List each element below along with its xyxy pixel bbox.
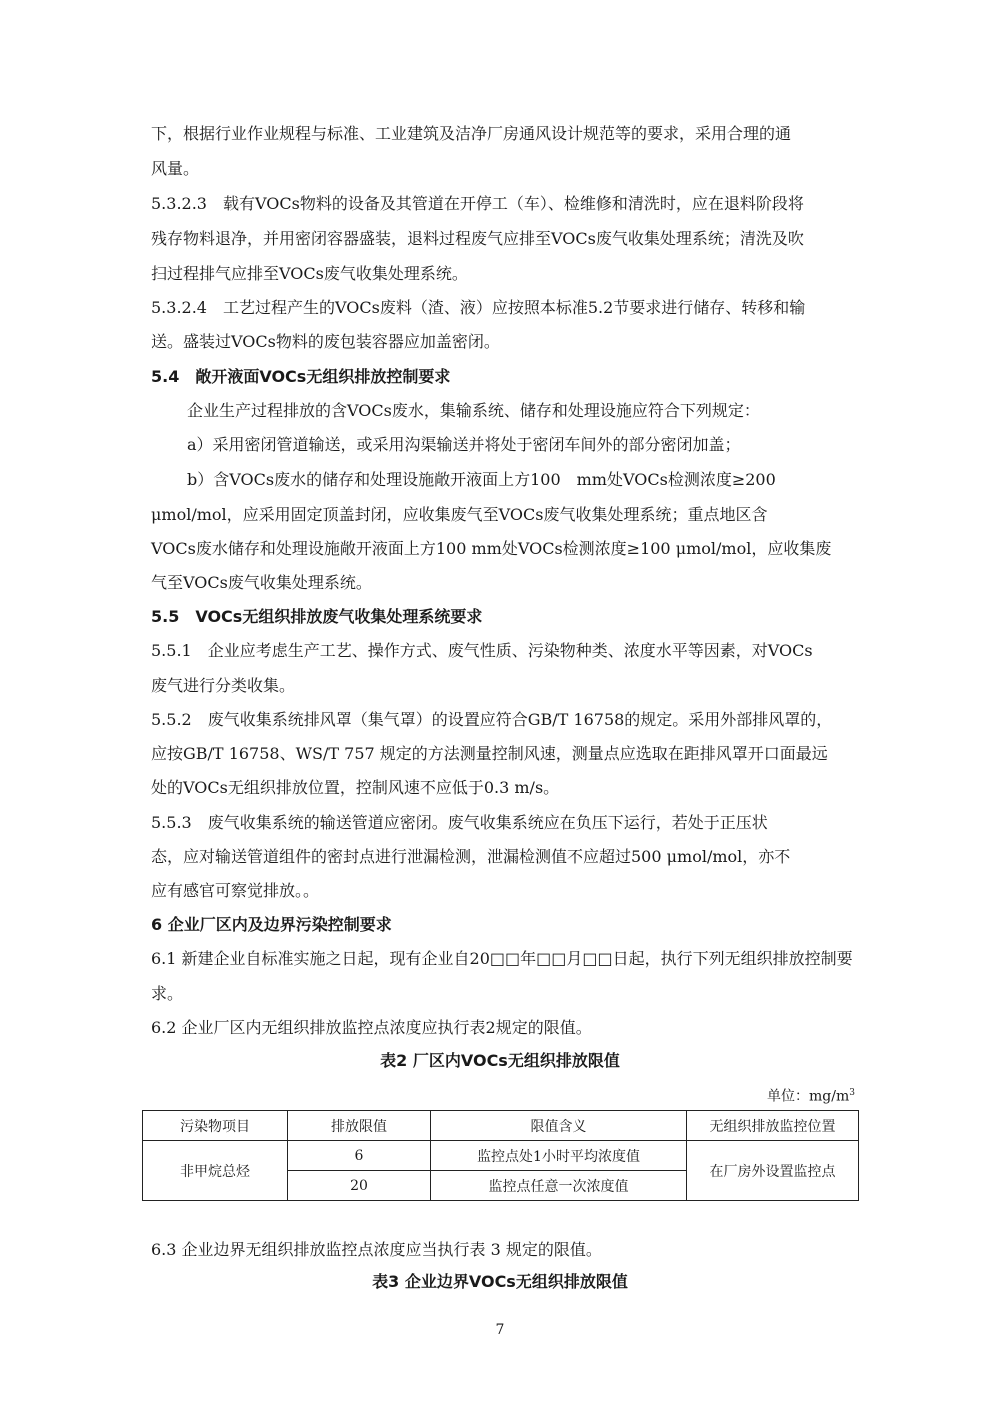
body-text-line: 下，根据行业作业规程与标准、工业建筑及洁净厂房通风设计规范等的要求，采用合理的通 — [151, 124, 792, 143]
header-cell: 限值含义 — [431, 1111, 687, 1141]
body-text-line: b）含VOCs废水的储存和处理设施敞开液面上方100 mm处VOCs检测浓度≥200 — [187, 470, 776, 489]
unit-superscript: 3 — [849, 1088, 855, 1098]
table-row — [143, 1141, 859, 1171]
limit-cell: 6 — [288, 1141, 431, 1171]
body-text-line: 送。盛装过VOCs物料的废包装容器应加盖密闭。 — [151, 332, 500, 351]
meaning-cell: 监控点任意一次浓度值 — [431, 1171, 687, 1201]
body-text-line: a）采用密闭管道输送，或采用沟渠输送并将处于密闭车间外的部分密闭加盖； — [187, 435, 741, 454]
body-text-line: 企业生产过程排放的含VOCs废水，集输系统、储存和处理设施应符合下列规定： — [187, 401, 760, 420]
section-heading-6: 6 企业厂区内及边界污染控制要求 — [151, 915, 392, 934]
header-cell: 污染物项目 — [143, 1111, 288, 1141]
body-text-line: 气至VOCs废气收集处理系统。 — [151, 573, 372, 592]
body-text-line: 6.3 企业边界无组织排放监控点浓度应当执行表 3 规定的限值。 — [151, 1240, 602, 1259]
table-header-row — [143, 1111, 859, 1141]
table2-unit — [767, 1084, 855, 1106]
body-text-line: 扫过程排气应排至VOCs废气收集处理系统。 — [151, 264, 468, 283]
section-heading-5-5: 5.5 VOCs无组织排放废气收集处理系统要求 — [151, 607, 483, 626]
body-text-line: 5.5.3 废气收集系统的输送管道应密闭。废气收集系统应在负压下运行，若处于正压状 — [151, 813, 768, 832]
body-text-line: 5.3.2.4 工艺过程产生的VOCs废料（渣、液）应按照本标准5.2节要求进行储存、转移和输 — [151, 298, 806, 317]
body-text-line: 残存物料退净，并用密闭容器盛装，退料过程废气应排至VOCs废气收集处理系统；清洗及吹 — [151, 229, 804, 248]
page-number: 7 — [495, 1322, 505, 1338]
unit-text: 单位：mg/m — [767, 1088, 850, 1105]
body-text-line: VOCs废水储存和处理设施敞开液面上方100 mm处VOCs检测浓度≥100 μmol/mol，应收集废 — [151, 539, 832, 558]
body-text-line: 态，应对输送管道组件的密封点进行泄漏检测，泄漏检测值不应超过500 μmol/mol，亦不 — [151, 847, 791, 866]
header-cell: 排放限值 — [288, 1111, 431, 1141]
section-heading-5-4: 5.4 敞开液面VOCs无组织排放控制要求 — [151, 367, 451, 386]
body-text-line: 6.1 新建企业自标准实施之日起，现有企业自20□□年□□月□□日起，执行下列无组织排放控制要 — [151, 949, 853, 968]
body-text-line: 处的VOCs无组织排放位置，控制风速不应低于0.3 m/s。 — [151, 778, 560, 797]
location-cell: 在厂房外设置监控点 — [687, 1141, 859, 1201]
table3-title: 表3 企业边界VOCs无组织排放限值 — [372, 1272, 628, 1291]
body-text-line: 风量。 — [151, 159, 200, 178]
body-text-line: 6.2 企业厂区内无组织排放监控点浓度应执行表2规定的限值。 — [151, 1018, 592, 1037]
body-text-line: 求。 — [151, 984, 184, 1003]
pollutant-cell: 非甲烷总烃 — [143, 1141, 288, 1201]
table2-title: 表2 厂区内VOCs无组织排放限值 — [380, 1051, 620, 1070]
body-text-line: 应按GB/T 16758、WS/T 757 规定的方法测量控制风速，测量点应选取在距排风罩开口面最远 — [151, 744, 828, 763]
body-text-line: 5.5.1 企业应考虑生产工艺、操作方式、废气性质、污染物种类、浓度水平等因素，对VOCs — [151, 641, 813, 660]
body-text-line: μmol/mol，应采用固定顶盖封闭，应收集废气至VOCs废气收集处理系统；重点地区含 — [151, 505, 768, 524]
body-text-line: 5.3.2.3 载有VOCs物料的设备及其管道在开停工（车）、检维修和清洗时，应在退料阶段将 — [151, 194, 804, 213]
meaning-cell: 监控点处1小时平均浓度值 — [431, 1141, 687, 1171]
table2 — [142, 1110, 859, 1201]
body-text-line: 应有感官可察觉排放。。 — [151, 881, 320, 900]
header-cell: 无组织排放监控位置 — [687, 1111, 859, 1141]
body-text-line: 5.5.2 废气收集系统排风罩（集气罩）的设置应符合GB/T 16758的规定。采用外部排风罩的， — [151, 710, 833, 729]
body-text-line: 废气进行分类收集。 — [151, 676, 296, 695]
limit-cell: 20 — [288, 1171, 431, 1201]
